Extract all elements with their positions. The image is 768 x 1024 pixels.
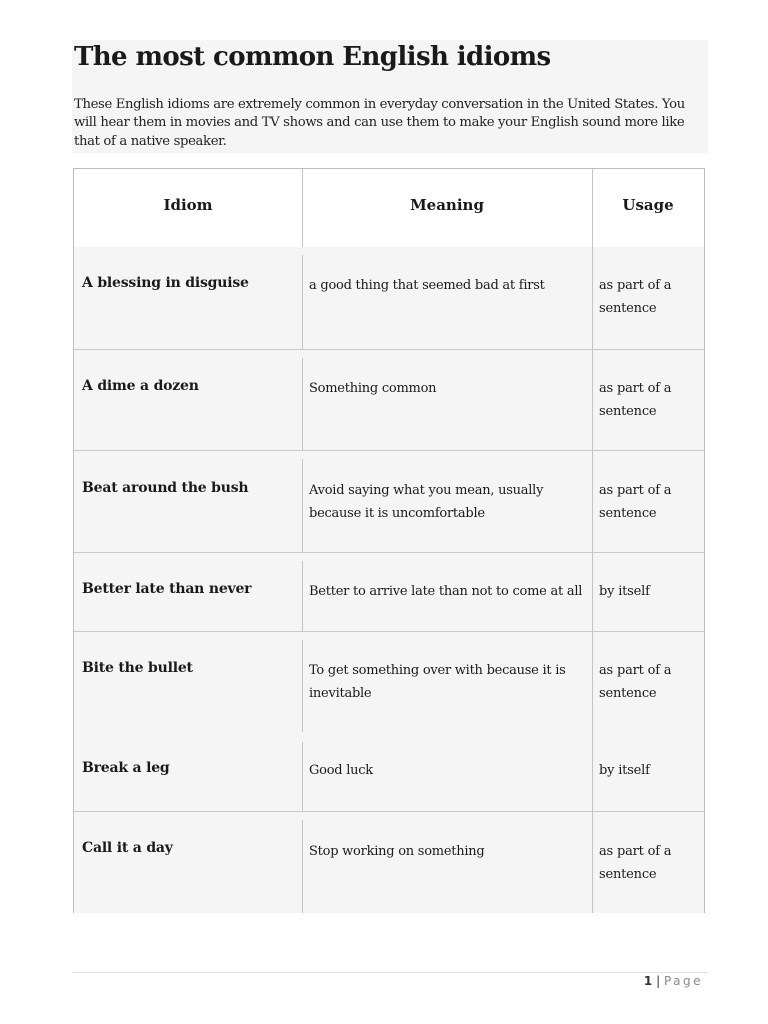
idiom-cell: Better late than never xyxy=(82,581,252,597)
page-number: 1 xyxy=(643,974,653,988)
table-row xyxy=(74,811,704,913)
page-separator: | xyxy=(656,974,661,988)
idiom-cell: A blessing in disguise xyxy=(82,275,249,291)
idiom-cell: A dime a dozen xyxy=(82,378,199,394)
header-block xyxy=(72,40,708,153)
usage-cell: by itself xyxy=(599,584,650,599)
intro-paragraph: These English idioms are extremely common in everyday conversation in the United States. You will hear them in movies and TV shows and can use them to make your English sound more like that of a native speaker. xyxy=(74,97,685,149)
table-row xyxy=(74,732,704,811)
meaning-cell: Stop working on something xyxy=(309,844,485,859)
idiom-cell: Call it a day xyxy=(82,840,173,856)
usage-cell: as part of a sentence xyxy=(599,844,672,882)
page-label: Page xyxy=(663,974,703,988)
idiom-cell: Break a leg xyxy=(82,760,170,776)
usage-cell: as part of a sentence xyxy=(599,663,672,701)
page-number-footer xyxy=(644,974,703,988)
table-header-row xyxy=(74,169,704,247)
table-row xyxy=(74,552,704,632)
header-usage: Usage xyxy=(622,196,674,214)
usage-cell: as part of a sentence xyxy=(599,483,672,521)
usage-cell: as part of a sentence xyxy=(599,381,672,419)
table-row xyxy=(74,349,704,451)
meaning-cell: a good thing that seemed bad at first xyxy=(309,278,545,293)
page-title: The most common English idioms xyxy=(74,42,551,72)
table-row xyxy=(74,247,704,349)
footer-divider xyxy=(72,972,708,973)
table-row xyxy=(74,631,704,733)
meaning-cell: Something common xyxy=(309,381,437,396)
idiom-cell: Bite the bullet xyxy=(82,660,193,676)
meaning-cell: To get something over with because it is inevitable xyxy=(309,663,566,701)
meaning-cell: Avoid saying what you mean, usually because it is uncomfortable xyxy=(309,483,544,521)
header-meaning: Meaning xyxy=(410,196,484,214)
usage-cell: as part of a sentence xyxy=(599,278,672,316)
idioms-table xyxy=(73,168,705,913)
idiom-cell: Beat around the bush xyxy=(82,480,249,496)
usage-cell: by itself xyxy=(599,763,650,778)
table-row xyxy=(74,450,704,553)
header-idiom: Idiom xyxy=(163,196,213,214)
meaning-cell: Better to arrive late than not to come at all xyxy=(309,584,583,599)
meaning-cell: Good luck xyxy=(309,763,373,778)
